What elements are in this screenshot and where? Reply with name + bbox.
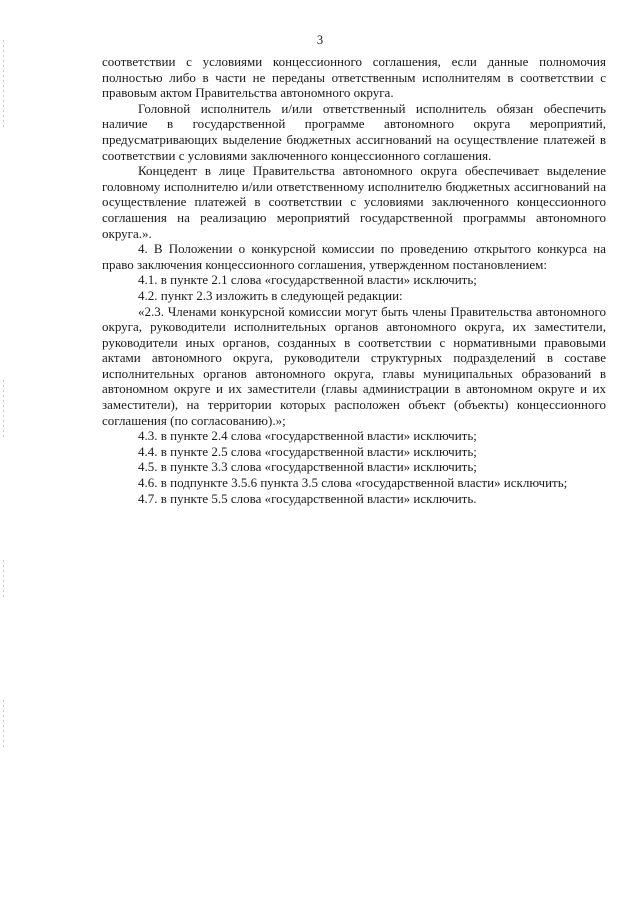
scan-edge-mark: [3, 700, 4, 750]
paragraph-item-4-5: 4.5. в пункте 3.3 слова «государственной власти» исключить;: [138, 459, 477, 475]
paragraph-item-4-7: 4.7. в пункте 5.5 слова «государственной власти» исключить.: [138, 490, 477, 506]
paragraph-continuation: соответствии с условиями концессионного соглашения, если данные полномочия полностью либо в части не переданы ответственным исполнителям в соответствии с правовым актом Правительства автономного округа.: [102, 54, 606, 101]
document-body: [102, 54, 606, 506]
paragraph-item-4-4: 4.4. в пункте 2.5 слова «государственной власти» исключить;: [138, 443, 477, 459]
scan-edge-mark: [3, 40, 4, 130]
paragraph-lead-executor: Головной исполнитель и/или ответственный исполнитель обязан обеспечить наличие в государственной программе автономного округа мероприятий, предусматривающих выделение бюджетных ассигнований на осуществление платежей в соответствии с условиями заключенного концессионного соглашения.: [102, 100, 606, 163]
paragraph-item-2-3-quote: «2.3. Членами конкурсной комиссии могут быть члены Правительства автономного округа, руководители исполнительных органов автономного округа, их заместители, руководители иных органов, созданных в соответствии с нормативными правовыми актами автономного округа, руководители структурных подразделений в составе исполнительных органов автономного округа, главы муниципальных образований в автономном округе и их заместители (главы администрации в автономном округе и их заместители), на территории которых расположен объект (объекты) концессионного соглашения (по согласованию).»;: [102, 303, 606, 428]
paragraph-item-4-6: 4.6. в подпункте 3.5.6 пункта 3.5 слова «государственной власти» исключить;: [138, 475, 568, 491]
paragraph-item-4-2: 4.2. пункт 2.3 изложить в следующей редакции:: [138, 287, 403, 303]
paragraph-item-4-1: 4.1. в пункте 2.1 слова «государственной власти» исключить;: [138, 272, 477, 288]
paragraph-concedent: Концедент в лице Правительства автономного округа обеспечивает выделение головному исполнителю и/или ответственному исполнителю бюджетных ассигнований на осуществление платежей в соответствии с условиями заключенного концессионного соглашения на реализацию мероприятий государственной программы автономного округа.».: [102, 163, 606, 241]
paragraph-item-4-3: 4.3. в пункте 2.4 слова «государственной власти» исключить;: [138, 428, 477, 444]
scan-edge-mark: [3, 560, 4, 600]
paragraph-item-4: 4. В Положении о конкурсной комиссии по проведению открытого конкурса на право заключения концессионного соглашения, утвержденном постановлением:: [102, 241, 606, 272]
page-number: 3: [316, 33, 324, 47]
scan-edge-mark: [3, 380, 4, 440]
